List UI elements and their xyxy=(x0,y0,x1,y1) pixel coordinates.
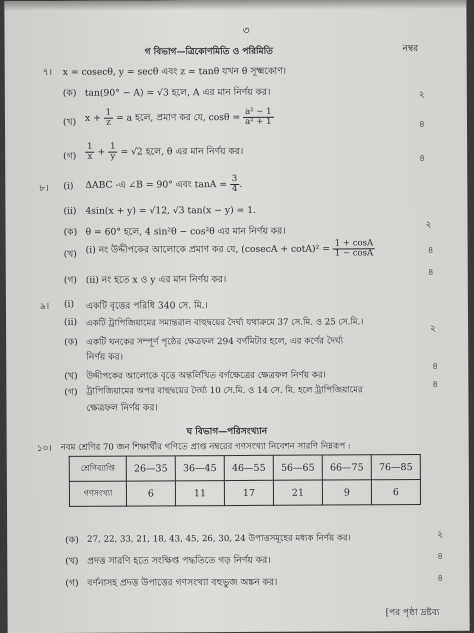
question-8-ii-text: 4sin(x + y) = √12, √3 tan(x − y) = 1. xyxy=(85,204,256,217)
fraction: $\frac{1}{y}$ xyxy=(108,143,118,162)
question-10-kha-label: (খ) xyxy=(65,555,79,567)
question-9-kha-marks: ৪ xyxy=(432,361,439,372)
question-8-ga-marks: ৪ xyxy=(427,267,434,279)
question-8-kha-text: (i) নং উদ্দীপকের আলোকে প্রমাণ কর যে, (cosecA + cotA)² = $\frac{1 + \cos A}{1 - \cos A}$ xyxy=(85,238,374,259)
question-7-number: ৭। xyxy=(42,66,53,79)
question-9-ga-label: (গ) xyxy=(64,386,78,398)
table-cell: 66—75 xyxy=(322,455,371,480)
table-cell: 21 xyxy=(273,480,322,505)
section-gha-title: ঘ বিভাগ—পরিসংখ্যান xyxy=(186,426,268,438)
table-row-header: শ্রেণিব্যাপ্তি xyxy=(69,456,126,481)
question-8-ga-text: (ii) নং হতে x ও y এর মান নির্ণয় কর। xyxy=(85,274,227,286)
question-8-kha-marks: ৪ xyxy=(427,245,434,257)
table-cell: 11 xyxy=(175,481,224,506)
question-10-stem: নবম শ্রেণির 70 জন শিক্ষার্থীর গণিতে প্রাপ্ত নম্বরের গণসংখ্যা নিবেশন সারণি নিম্নরূপ : xyxy=(60,441,351,453)
question-7-ga-marks: ৪ xyxy=(419,154,426,165)
next-page-note: [পর পৃষ্ঠা দ্রষ্টব্য xyxy=(385,607,440,619)
table-row-header: গণসংখ্যা xyxy=(69,481,126,506)
question-7-kha-text: x + $\frac{1}{z}$ = a হলে, প্রমাণ কর যে, cosθ = $\frac{\text{a² − 1}}{\text{a² + 1}}$ xyxy=(84,106,272,128)
question-7-ga-text: $\frac{1}{x}$ + $\frac{1}{y}$ = √2 হলে, θ এর মান নির্ণয় কর। xyxy=(87,141,244,162)
question-9-ka-line1: একটি ঘনকের সম্পূর্ণ পৃষ্ঠের ক্ষেত্রফল 294 বর্গমিটার হলে, এর কর্ণের দৈর্ঘ্য xyxy=(86,336,344,348)
page-shadow xyxy=(4,0,466,11)
question-9-i-label: (i) xyxy=(63,298,75,310)
question-7-ka-text: tan(90° − A) = √3 হলে, A এর মান নির্ণয় কর। xyxy=(84,86,271,99)
question-8-ii-label: (ii) xyxy=(63,205,77,217)
question-8-ka-label: (ক) xyxy=(63,226,78,238)
table-cell: 6 xyxy=(126,481,175,506)
question-9-ka-line2: নির্ণয় কর। xyxy=(86,351,124,363)
question-10-ga-marks: ৪ xyxy=(437,573,444,584)
table-cell: 17 xyxy=(224,480,273,505)
question-9-ii-label: (ii) xyxy=(64,316,78,328)
question-9-ka-label: (ক) xyxy=(64,336,78,348)
question-9-ga-marks: ৪ xyxy=(432,379,439,390)
table-cell: 46—55 xyxy=(224,455,273,480)
question-8-i-label: (i) xyxy=(63,180,74,192)
question-7-kha-label: (খ) xyxy=(62,116,77,128)
question-9-ii-text: একটি ট্রাপিজিয়ামের সমান্তরাল বাহুদ্বয়ের দৈর্ঘ্য যথাক্রমে 37 সে.মি. ও 25 সে.মি.। xyxy=(86,317,364,329)
question-10-ka-text: 27, 22, 33, 21, 18, 43, 45, 26, 30, 24 উপাত্তসমূহের মধ্যক নির্ণয় কর। xyxy=(87,533,351,545)
table-cell: 36—45 xyxy=(175,456,224,481)
question-10-ka-marks: ২ xyxy=(437,529,444,540)
question-9-ga-line2: ক্ষেত্রফল নির্ণয় কর। xyxy=(86,402,158,414)
question-10-kha-marks: ৪ xyxy=(437,551,444,562)
question-10-ga-text: বর্ণনাসহ প্রদত্ত উপাত্তের গণসংখ্যা বহুভুজ অঙ্কন কর। xyxy=(87,576,278,589)
question-8-i-text: ΔABC -এ ∠B = 90° এবং tanA = $\frac{3}{4}$ . xyxy=(85,173,243,195)
question-9-number: ৯। xyxy=(39,300,50,313)
question-7-stem: x = cosecθ, y = secθ এবং z = tanθ যখন θ সূক্ষ্মকোণ। xyxy=(62,65,287,78)
question-9-kha-text: উদ্দীপকের আলোকে বৃত্তে অন্তর্লিখিত বর্গক্ষেত্রের ক্ষেত্রফল নির্ণয় কর। xyxy=(86,370,326,382)
fraction: $\frac{\text{a² − 1}}{\text{a² + 1}}$ xyxy=(245,106,272,127)
exam-page xyxy=(4,0,469,633)
question-10-number: ১০। xyxy=(36,442,52,455)
frequency-table xyxy=(69,454,421,507)
question-8-ka-marks: ২ xyxy=(425,219,432,231)
table-cell: 56—65 xyxy=(273,455,322,480)
question-8-ka-text: θ = 60° হলে, 4 sin²θ − cos²θ এর মান নির্ণয় কর। xyxy=(85,225,286,238)
fraction: $\frac{1}{z}$ xyxy=(104,109,114,128)
marks-column-label: নম্বর xyxy=(402,44,419,55)
table-cell: 76—85 xyxy=(371,455,420,480)
question-9-i-text: একটি বৃত্তের পরিধি 340 সে. মি.। xyxy=(85,300,208,312)
fraction: $\frac{3}{4}$ xyxy=(231,173,238,195)
question-10-kha-text: প্রদত্ত সারণি হতে সংক্ষিপ্ত পদ্ধতিতে গড় নির্ণয় কর। xyxy=(87,554,271,567)
question-10-ka-label: (ক) xyxy=(65,534,79,546)
table-cell: 9 xyxy=(322,480,371,505)
fraction: $\frac{1}{x}$ xyxy=(85,143,95,162)
question-7-ka-label: (ক) xyxy=(62,87,77,99)
question-9-ga-line1: ট্রাপিজিয়ামের অপর বাহুদ্বয়ের দৈর্ঘ্য 10 সে.মি. ও 14 সে. মি. হলে ট্রাপিজিয়ামের xyxy=(86,385,363,397)
table-cell: 26—35 xyxy=(126,456,175,481)
table-row xyxy=(69,480,420,507)
table-row xyxy=(69,455,420,482)
question-10-ga-label: (গ) xyxy=(65,577,79,589)
page-number: ৩ xyxy=(242,23,250,37)
table-cell: 6 xyxy=(371,480,420,505)
question-7-ga-label: (গ) xyxy=(63,150,77,162)
question-9-ka-marks: ২ xyxy=(430,323,436,334)
question-7-kha-marks: ৪ xyxy=(418,120,425,131)
fraction: $\frac{1 + \cos A}{1 - \cos A}$ xyxy=(334,238,374,259)
question-8-number: ৮। xyxy=(39,182,49,195)
section-ga-title: গ বিভাগ—ত্রিকোণমিতি ও পরিমিতি xyxy=(144,46,273,58)
question-8-ga-label: (গ) xyxy=(63,274,78,286)
question-9-kha-label: (খ) xyxy=(64,370,78,382)
question-8-kha-label: (খ) xyxy=(63,248,77,260)
question-7-ka-marks: ২ xyxy=(418,90,425,101)
